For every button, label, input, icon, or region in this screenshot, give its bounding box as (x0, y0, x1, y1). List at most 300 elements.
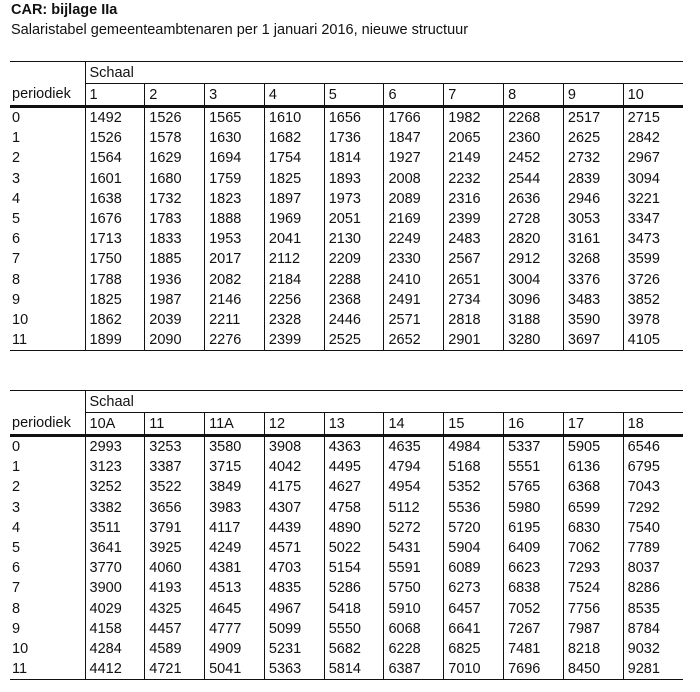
periodiek-header: periodiek (10, 413, 85, 436)
salary-cell: 2249 (384, 229, 444, 249)
salary-cell: 1682 (264, 128, 324, 148)
salary-cell: 5231 (264, 639, 324, 659)
salary-cell: 5550 (324, 619, 384, 639)
periodiek-cell: 6 (12, 231, 21, 248)
salary-cell: 1638 (85, 189, 145, 209)
salary-cell: 4589 (145, 639, 205, 659)
empty-corner (10, 391, 85, 413)
column-header-row (10, 413, 683, 436)
salary-cell: 2169 (384, 209, 444, 229)
salary-cell: 7062 (563, 538, 623, 558)
salary-cell: 2130 (324, 229, 384, 249)
salary-cell: 2268 (504, 107, 564, 129)
periodiek-cell: 1 (12, 130, 21, 147)
salary-cell: 5363 (264, 659, 324, 680)
salary-cell: 6273 (444, 578, 504, 598)
salary-cell: 1713 (85, 229, 145, 249)
periodiek-cell: 3 (12, 499, 21, 516)
salary-cell: 3715 (205, 457, 265, 477)
periodiek-cell: 0 (12, 439, 21, 456)
salary-cell: 3726 (623, 270, 683, 290)
scale-column-header: 12 (264, 413, 324, 436)
salary-table-2 (10, 390, 683, 680)
salary-cell: 8535 (623, 599, 683, 619)
salary-cell: 4954 (384, 477, 444, 497)
salary-cell: 2818 (444, 310, 504, 330)
salary-cell: 2820 (504, 229, 564, 249)
salary-cell: 4495 (324, 457, 384, 477)
salary-cell: 2732 (563, 148, 623, 168)
salary-cell: 3252 (85, 477, 145, 497)
salary-cell: 3978 (623, 310, 683, 330)
salary-cell: 4703 (264, 558, 324, 578)
salary-cell: 7540 (623, 518, 683, 538)
salary-cell: 4835 (264, 578, 324, 598)
table-row (10, 558, 683, 578)
salary-cell: 2544 (504, 169, 564, 189)
periodiek-cell: 11 (10, 659, 85, 680)
salary-cell: 5418 (324, 599, 384, 619)
salary-cell: 3580 (205, 436, 265, 458)
salary-cell: 1953 (205, 229, 265, 249)
group-header-row (10, 391, 683, 413)
salary-cell: 2571 (384, 310, 444, 330)
salary-cell: 1825 (264, 169, 324, 189)
salary-cell: 2517 (563, 107, 623, 129)
salary-cell: 1492 (85, 107, 145, 129)
salary-cell: 1833 (145, 229, 205, 249)
salary-cell: 1936 (145, 270, 205, 290)
salary-cell: 1676 (85, 209, 145, 229)
salary-cell: 1982 (444, 107, 504, 129)
salary-cell: 1888 (205, 209, 265, 229)
salary-cell: 3004 (504, 270, 564, 290)
periodiek-cell: 5 (12, 211, 21, 228)
salary-cell: 3473 (623, 229, 683, 249)
salary-cell: 5272 (384, 518, 444, 538)
salary-cell: 2912 (504, 249, 564, 269)
scale-column-header: 10A (85, 413, 145, 436)
table-row (10, 189, 683, 209)
salary-cell: 7043 (623, 477, 683, 497)
salary-cell: 1629 (145, 148, 205, 168)
scale-column-header: 13 (324, 413, 384, 436)
salary-cell: 4117 (205, 518, 265, 538)
salary-cell: 2967 (623, 148, 683, 168)
salary-cell: 6795 (623, 457, 683, 477)
salary-cell: 5099 (264, 619, 324, 639)
schaal-label: Schaal (85, 391, 683, 413)
salary-cell: 2410 (384, 270, 444, 290)
periodiek-cell: 7 (12, 580, 21, 597)
salary-cell: 2256 (264, 290, 324, 310)
salary-cell: 5022 (324, 538, 384, 558)
salary-cell: 6089 (444, 558, 504, 578)
salary-cell: 4635 (384, 436, 444, 458)
salary-cell: 3900 (85, 578, 145, 598)
salary-cell: 6228 (384, 639, 444, 659)
table-row (10, 209, 683, 229)
salary-cell: 6136 (563, 457, 623, 477)
salary-cell: 5154 (324, 558, 384, 578)
salary-cell: 5980 (504, 498, 564, 518)
salary-cell: 8784 (623, 619, 683, 639)
salary-cell: 1732 (145, 189, 205, 209)
salary-cell: 4909 (205, 639, 265, 659)
scale-column-header: 6 (384, 84, 444, 107)
scale-column-header: 5 (324, 84, 384, 107)
table-row (10, 578, 683, 598)
periodiek-cell: 10 (12, 311, 29, 328)
salary-cell: 2842 (623, 128, 683, 148)
salary-cell: 2017 (205, 249, 265, 269)
scale-column-header: 9 (563, 84, 623, 107)
salary-cell: 3094 (623, 169, 683, 189)
table-row (10, 310, 683, 330)
table-row (10, 169, 683, 189)
salary-cell: 4325 (145, 599, 205, 619)
salary-cell: 4457 (145, 619, 205, 639)
salary-cell: 4105 (623, 330, 683, 351)
table-row (10, 270, 683, 290)
periodiek-cell: 5 (12, 540, 21, 557)
salary-cell: 3268 (563, 249, 623, 269)
salary-cell: 1736 (324, 128, 384, 148)
table-row (10, 229, 683, 249)
table-row (10, 330, 683, 351)
salary-cell: 7052 (504, 599, 564, 619)
salary-cell: 1825 (85, 290, 145, 310)
salary-cell: 1578 (145, 128, 205, 148)
scale-column-header: 11A (205, 413, 265, 436)
scale-column-header: 16 (504, 413, 564, 436)
salary-cell: 5750 (384, 578, 444, 598)
salary-cell: 1823 (205, 189, 265, 209)
salary-cell: 6068 (384, 619, 444, 639)
salary-cell: 2328 (264, 310, 324, 330)
salary-cell: 4721 (145, 659, 205, 680)
salary-cell: 2652 (384, 330, 444, 351)
salary-cell: 8037 (623, 558, 683, 578)
table-row (10, 538, 683, 558)
empty-corner (10, 62, 85, 84)
salary-cell: 3347 (623, 209, 683, 229)
salary-cell: 1601 (85, 169, 145, 189)
salary-cell: 8286 (623, 578, 683, 598)
salary-cell: 7789 (623, 538, 683, 558)
salary-cell: 2399 (264, 330, 324, 351)
salary-cell: 2041 (264, 229, 324, 249)
salary-cell: 1893 (324, 169, 384, 189)
salary-cell: 4158 (85, 619, 145, 639)
salary-cell: 9281 (623, 659, 683, 680)
group-header-row (10, 62, 683, 84)
salary-cell: 5352 (444, 477, 504, 497)
salary-cell: 4175 (264, 477, 324, 497)
salary-table-1 (10, 61, 683, 351)
salary-cell: 7293 (563, 558, 623, 578)
salary-cell: 5910 (384, 599, 444, 619)
salary-cell: 2651 (444, 270, 504, 290)
document-title: CAR: bijlage IIa (11, 2, 118, 18)
salary-cell: 2089 (384, 189, 444, 209)
salary-cell: 1694 (205, 148, 265, 168)
salary-cell: 1526 (85, 128, 145, 148)
salary-cell: 3641 (85, 538, 145, 558)
salary-cell: 2728 (504, 209, 564, 229)
salary-cell: 5682 (324, 639, 384, 659)
table-row (10, 619, 683, 639)
salary-cell: 4571 (264, 538, 324, 558)
salary-cell: 6387 (384, 659, 444, 680)
salary-cell: 2734 (444, 290, 504, 310)
periodiek-cell: 9 (12, 291, 21, 308)
salary-cell: 1987 (145, 290, 205, 310)
salary-cell: 3376 (563, 270, 623, 290)
salary-cell: 4984 (444, 436, 504, 458)
salary-cell: 1885 (145, 249, 205, 269)
salary-cell: 7292 (623, 498, 683, 518)
salary-cell: 1847 (384, 128, 444, 148)
salary-cell: 2452 (504, 148, 564, 168)
salary-cell: 2525 (324, 330, 384, 351)
salary-cell: 5551 (504, 457, 564, 477)
periodiek-header: periodiek (10, 84, 85, 107)
scale-column-header: 17 (563, 413, 623, 436)
salary-cell: 1897 (264, 189, 324, 209)
salary-cell: 3770 (85, 558, 145, 578)
salary-cell: 2008 (384, 169, 444, 189)
table-row (10, 498, 683, 518)
salary-cell: 4284 (85, 639, 145, 659)
salary-cell: 3590 (563, 310, 623, 330)
salary-cell: 9032 (623, 639, 683, 659)
salary-cell: 6599 (563, 498, 623, 518)
salary-cell: 3253 (145, 436, 205, 458)
table-row (10, 436, 683, 458)
salary-cell: 4307 (264, 498, 324, 518)
salary-cell: 2051 (324, 209, 384, 229)
salary-cell: 2636 (504, 189, 564, 209)
salary-cell: 2399 (444, 209, 504, 229)
salary-cell: 5536 (444, 498, 504, 518)
salary-cell: 4363 (324, 436, 384, 458)
salary-cell: 7267 (504, 619, 564, 639)
salary-cell: 3280 (504, 330, 564, 351)
salary-cell: 1788 (85, 270, 145, 290)
table-row (10, 128, 683, 148)
column-header-row (10, 84, 683, 107)
salary-cell: 7696 (504, 659, 564, 680)
salary-cell: 5337 (504, 436, 564, 458)
salary-cell: 6195 (504, 518, 564, 538)
salary-cell: 2039 (145, 310, 205, 330)
salary-cell: 3096 (504, 290, 564, 310)
salary-cell: 1862 (85, 310, 145, 330)
salary-cell: 7756 (563, 599, 623, 619)
salary-cell: 2839 (563, 169, 623, 189)
salary-cell: 3697 (563, 330, 623, 351)
salary-cell: 6368 (563, 477, 623, 497)
salary-cell: 5904 (444, 538, 504, 558)
salary-cell: 3221 (623, 189, 683, 209)
table-row (10, 107, 683, 129)
salary-cell: 2567 (444, 249, 504, 269)
salary-grid (10, 390, 683, 680)
salary-cell: 6623 (504, 558, 564, 578)
salary-cell: 3382 (85, 498, 145, 518)
salary-cell: 8218 (563, 639, 623, 659)
salary-cell: 4967 (264, 599, 324, 619)
periodiek-cell: 4 (12, 190, 21, 207)
salary-cell: 4890 (324, 518, 384, 538)
scale-column-header: 15 (444, 413, 504, 436)
salary-cell: 2901 (444, 330, 504, 351)
salary-cell: 1754 (264, 148, 324, 168)
salary-cell: 3983 (205, 498, 265, 518)
salary-cell: 4029 (85, 599, 145, 619)
table-row (10, 639, 683, 659)
salary-cell: 2090 (145, 330, 205, 351)
salary-cell: 3852 (623, 290, 683, 310)
salary-cell: 1759 (205, 169, 265, 189)
salary-cell: 7987 (563, 619, 623, 639)
table-row (10, 290, 683, 310)
table-row (10, 477, 683, 497)
salary-cell: 2491 (384, 290, 444, 310)
periodiek-cell: 7 (12, 251, 21, 268)
salary-cell: 3161 (563, 229, 623, 249)
salary-cell: 6825 (444, 639, 504, 659)
salary-cell: 6546 (623, 436, 683, 458)
salary-cell: 4042 (264, 457, 324, 477)
periodiek-cell: 11 (10, 330, 85, 351)
salary-cell: 2368 (324, 290, 384, 310)
salary-cell: 1899 (85, 330, 145, 351)
table-row (10, 249, 683, 269)
periodiek-cell: 10 (12, 640, 29, 657)
table-row (10, 599, 683, 619)
salary-cell: 3599 (623, 249, 683, 269)
salary-cell: 2625 (563, 128, 623, 148)
salary-cell: 5168 (444, 457, 504, 477)
table-row (10, 457, 683, 477)
salary-cell: 4794 (384, 457, 444, 477)
scale-column-header: 7 (444, 84, 504, 107)
salary-cell: 2112 (264, 249, 324, 269)
salary-cell: 2288 (324, 270, 384, 290)
salary-cell: 8450 (563, 659, 623, 680)
salary-cell: 2146 (205, 290, 265, 310)
salary-cell: 4060 (145, 558, 205, 578)
periodiek-cell: 6 (12, 560, 21, 577)
salary-cell: 3656 (145, 498, 205, 518)
scale-column-header: 4 (264, 84, 324, 107)
salary-cell: 2211 (205, 310, 265, 330)
salary-cell: 4381 (205, 558, 265, 578)
salary-cell: 2209 (324, 249, 384, 269)
salary-cell: 5591 (384, 558, 444, 578)
scale-column-header: 2 (145, 84, 205, 107)
periodiek-cell: 4 (12, 519, 21, 536)
salary-cell: 3849 (205, 477, 265, 497)
salary-grid (10, 61, 683, 351)
salary-cell: 5041 (205, 659, 265, 680)
periodiek-cell: 2 (12, 479, 21, 496)
salary-cell: 5286 (324, 578, 384, 598)
salary-cell: 1973 (324, 189, 384, 209)
salary-cell: 6641 (444, 619, 504, 639)
salary-cell: 5720 (444, 518, 504, 538)
salary-cell: 2993 (85, 436, 145, 458)
salary-cell: 6457 (444, 599, 504, 619)
salary-cell: 3791 (145, 518, 205, 538)
scale-column-header: 11 (145, 413, 205, 436)
salary-cell: 1927 (384, 148, 444, 168)
scale-column-header: 10 (623, 84, 683, 107)
periodiek-cell: 9 (12, 620, 21, 637)
document-subtitle: Salaristabel gemeenteambtenaren per 1 januari 2016, nieuwe structuur (11, 22, 469, 38)
salary-cell: 6838 (504, 578, 564, 598)
salary-cell: 3188 (504, 310, 564, 330)
salary-cell: 1969 (264, 209, 324, 229)
periodiek-cell: 0 (12, 110, 21, 127)
salary-cell: 5905 (563, 436, 623, 458)
salary-cell: 7524 (563, 578, 623, 598)
salary-cell: 3908 (264, 436, 324, 458)
salary-cell: 2184 (264, 270, 324, 290)
salary-cell: 2232 (444, 169, 504, 189)
salary-cell: 1564 (85, 148, 145, 168)
salary-cell: 2446 (324, 310, 384, 330)
salary-cell: 2360 (504, 128, 564, 148)
salary-cell: 6830 (563, 518, 623, 538)
salary-cell: 3483 (563, 290, 623, 310)
salary-cell: 1814 (324, 148, 384, 168)
salary-cell: 4758 (324, 498, 384, 518)
salary-cell: 4193 (145, 578, 205, 598)
periodiek-cell: 3 (12, 170, 21, 187)
salary-cell: 1526 (145, 107, 205, 129)
salary-cell: 4412 (85, 659, 145, 680)
salary-cell: 5814 (324, 659, 384, 680)
salary-cell: 1783 (145, 209, 205, 229)
salary-cell: 4627 (324, 477, 384, 497)
salary-cell: 4645 (205, 599, 265, 619)
salary-cell: 1750 (85, 249, 145, 269)
salary-cell: 2715 (623, 107, 683, 129)
salary-cell: 7010 (444, 659, 504, 680)
salary-cell: 1656 (324, 107, 384, 129)
salary-cell: 1680 (145, 169, 205, 189)
salary-cell: 3123 (85, 457, 145, 477)
schaal-label: Schaal (85, 62, 683, 84)
salary-cell: 2276 (205, 330, 265, 351)
salary-cell: 4439 (264, 518, 324, 538)
table-row (10, 518, 683, 538)
salary-cell: 3511 (85, 518, 145, 538)
salary-cell: 3387 (145, 457, 205, 477)
salary-cell: 2946 (563, 189, 623, 209)
salary-cell: 1565 (205, 107, 265, 129)
salary-cell: 2483 (444, 229, 504, 249)
table-row (10, 148, 683, 168)
scale-column-header: 3 (205, 84, 265, 107)
scale-column-header: 8 (504, 84, 564, 107)
salary-cell: 3053 (563, 209, 623, 229)
salary-cell: 3925 (145, 538, 205, 558)
table-row (10, 659, 683, 680)
